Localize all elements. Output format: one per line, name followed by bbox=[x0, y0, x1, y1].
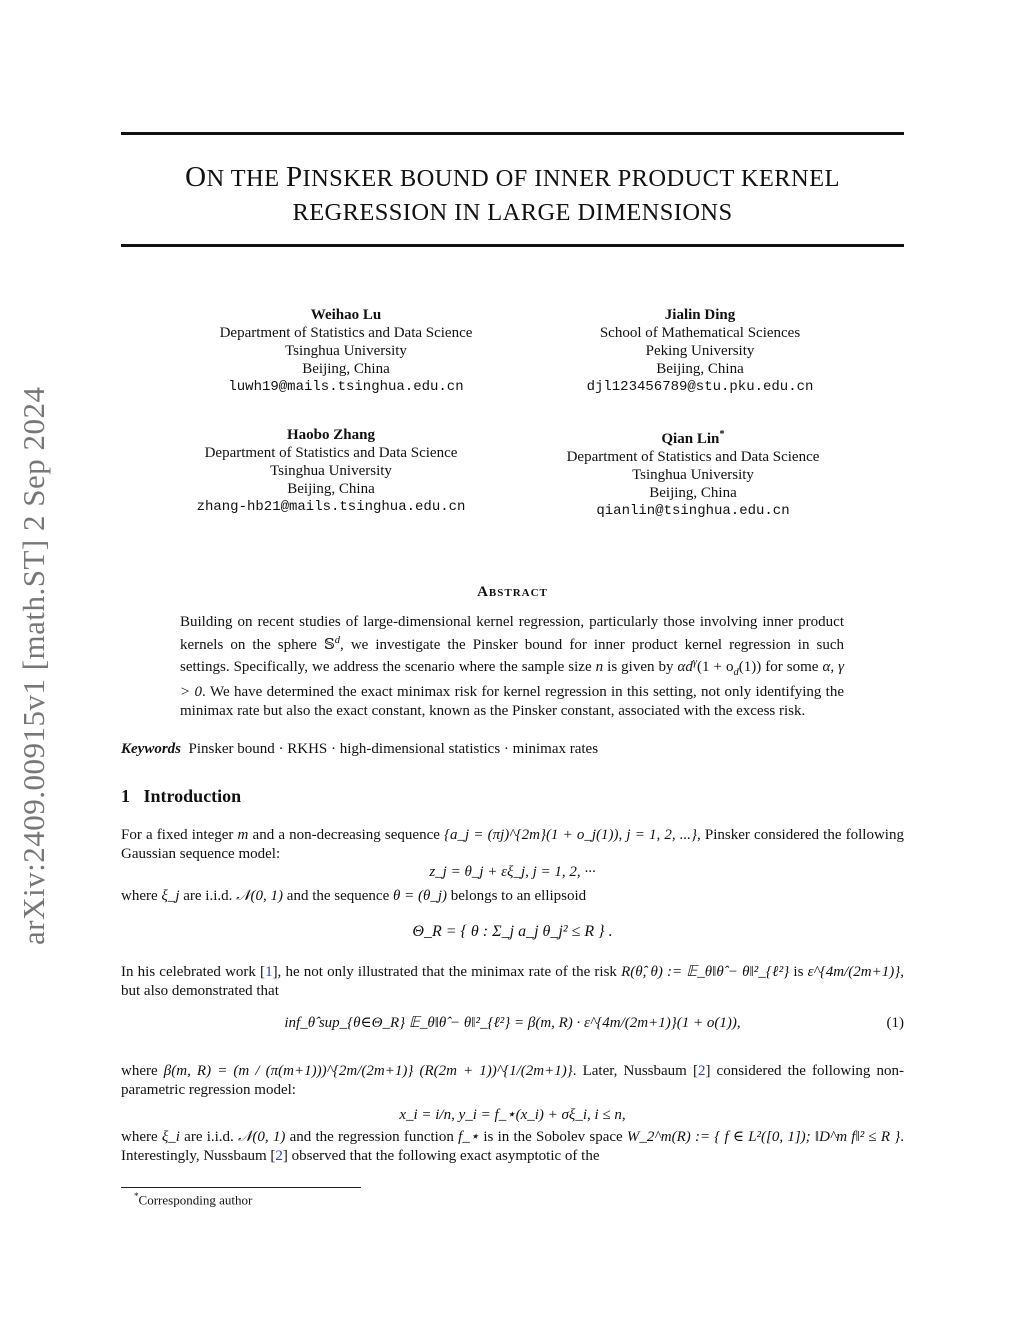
intro-paragraph: For a fixed integer m and a non-decreasing sequence {a_j = (πj)^{2m}(1 + o_j(1)), j = 1, 2, ...}, Pinsker considered the following Gaussian sequence model: bbox=[121, 827, 904, 862]
equation-model: z_j = θ_j + εξ_j, j = 1, 2, ··· bbox=[429, 864, 596, 880]
equation-regression: x_i = i/n, y_i = f_⋆(x_i) + σξ_i, i ≤ n, bbox=[399, 1107, 626, 1123]
footnote-mark: * bbox=[719, 429, 725, 440]
keywords: Keywords Pinsker bound · RKHS · high-dimensional statistics · minimax rates bbox=[121, 741, 599, 757]
footnote-rule bbox=[121, 1187, 361, 1188]
citation-link[interactable]: 2 bbox=[275, 1147, 283, 1164]
author-univ: Tsinghua University bbox=[270, 463, 392, 479]
author-email[interactable]: qianlin@tsinghua.edu.cn bbox=[596, 503, 790, 519]
author-block bbox=[176, 306, 516, 396]
author-dept: Department of Statistics and Data Science bbox=[204, 445, 458, 461]
top-rule bbox=[121, 132, 904, 135]
arxiv-stamp: arXiv:2409.00915v1 [math.ST] 2 Sep 2024 bbox=[16, 386, 51, 945]
author-dept: Department of Statistics and Data Science bbox=[566, 449, 820, 465]
equation-1: inf_θ̂ sup_{θ∈Θ_R} 𝔼_θ‖θ̂ − θ‖²_{ℓ²} = β(m, R) · ε^{4m/(2m+1)}(1 + o(1)), bbox=[284, 1015, 741, 1031]
author-email[interactable]: zhang-hb21@mails.tsinghua.edu.cn bbox=[196, 499, 466, 515]
intro-paragraph: where β(m, R) = (m / (π(m+1)))^{2m/(2m+1)} (R(2m + 1))^{1/(2m+1)}. Later, Nussbaum [2] considered the following non-parametric regression model: bbox=[121, 1063, 904, 1098]
author-city: Beijing, China bbox=[287, 481, 375, 497]
author-dept: School of Mathematical Sciences bbox=[599, 325, 801, 341]
abstract-body: Building on recent studies of large-dimensional kernel regression, particularly those involving inner product kernels on the sphere 𝕊$^d$, we investigate the Pinsker bound for inner product kernel regression in such settings. Specifically, we address the scenario where the sample size n is given by $\alpha d^\gamma(1 + o_d(1))$ for some α, γ > 0. We have determined the exact minimax risk for kernel regression in this setting, not only identifying the minimax rate but also the exact constant, known as the Pinsker constant, associated with the excess risk. bbox=[180, 614, 844, 719]
footnote: *Corresponding author bbox=[134, 1191, 253, 1208]
author-name: Jialin Ding bbox=[664, 307, 736, 323]
author-city: Beijing, China bbox=[656, 361, 744, 377]
paper-title: ON THE PINSKER BOUND OF INNER PRODUCT KERNEL REGRESSION IN LARGE DIMENSIONS bbox=[185, 161, 840, 226]
citation-link[interactable]: 1 bbox=[265, 964, 273, 980]
abstract-heading: Abstract bbox=[477, 584, 548, 600]
equation-ellipsoid: Θ_R = { θ : Σ_j a_j θ_j² ≤ R } . bbox=[412, 923, 613, 940]
author-block bbox=[530, 306, 870, 396]
author-univ: Tsinghua University bbox=[632, 467, 754, 483]
intro-paragraph: where ξ_j are i.i.d. 𝒩(0, 1) and the sequence θ = (θ_j) belongs to an ellipsoid bbox=[121, 888, 587, 904]
author-univ: Tsinghua University bbox=[285, 343, 407, 359]
author-dept: Department of Statistics and Data Science bbox=[219, 325, 473, 341]
author-city: Beijing, China bbox=[302, 361, 390, 377]
bottom-rule bbox=[121, 244, 904, 247]
author-email[interactable]: djl123456789@stu.pku.edu.cn bbox=[586, 379, 814, 395]
citation-link[interactable]: 2 bbox=[697, 1063, 706, 1079]
author-name: Qian Lin* bbox=[661, 429, 725, 447]
author-univ: Peking University bbox=[645, 343, 755, 359]
author-name: Weihao Lu bbox=[310, 307, 382, 323]
author-city: Beijing, China bbox=[649, 485, 737, 501]
author-block bbox=[523, 426, 863, 520]
section-heading: 1 Introduction bbox=[121, 786, 242, 806]
author-name: Haobo Zhang bbox=[287, 427, 375, 443]
intro-paragraph: In his celebrated work [1], he not only illustrated that the minimax rate of the risk R(θ̂, θ) := 𝔼_θ‖θ̂ − θ‖²_{ℓ²} is ε^{4m/(2m+1)}, but also demonstrated that bbox=[121, 964, 904, 999]
author-email[interactable]: luwh19@mails.tsinghua.edu.cn bbox=[228, 379, 464, 395]
intro-paragraph: where ξ_i are i.i.d. 𝒩(0, 1) and the regression function f_⋆ is in the Sobolev space W_2^m(R) := { f ∈ L²([0, 1]); ‖D^m f‖² ≤ R }. Interestingly, Nussbaum [2] observed that the following exact asymptotic of the bbox=[121, 1129, 904, 1164]
author-block bbox=[161, 426, 501, 516]
equation-number: (1) bbox=[886, 1015, 904, 1031]
